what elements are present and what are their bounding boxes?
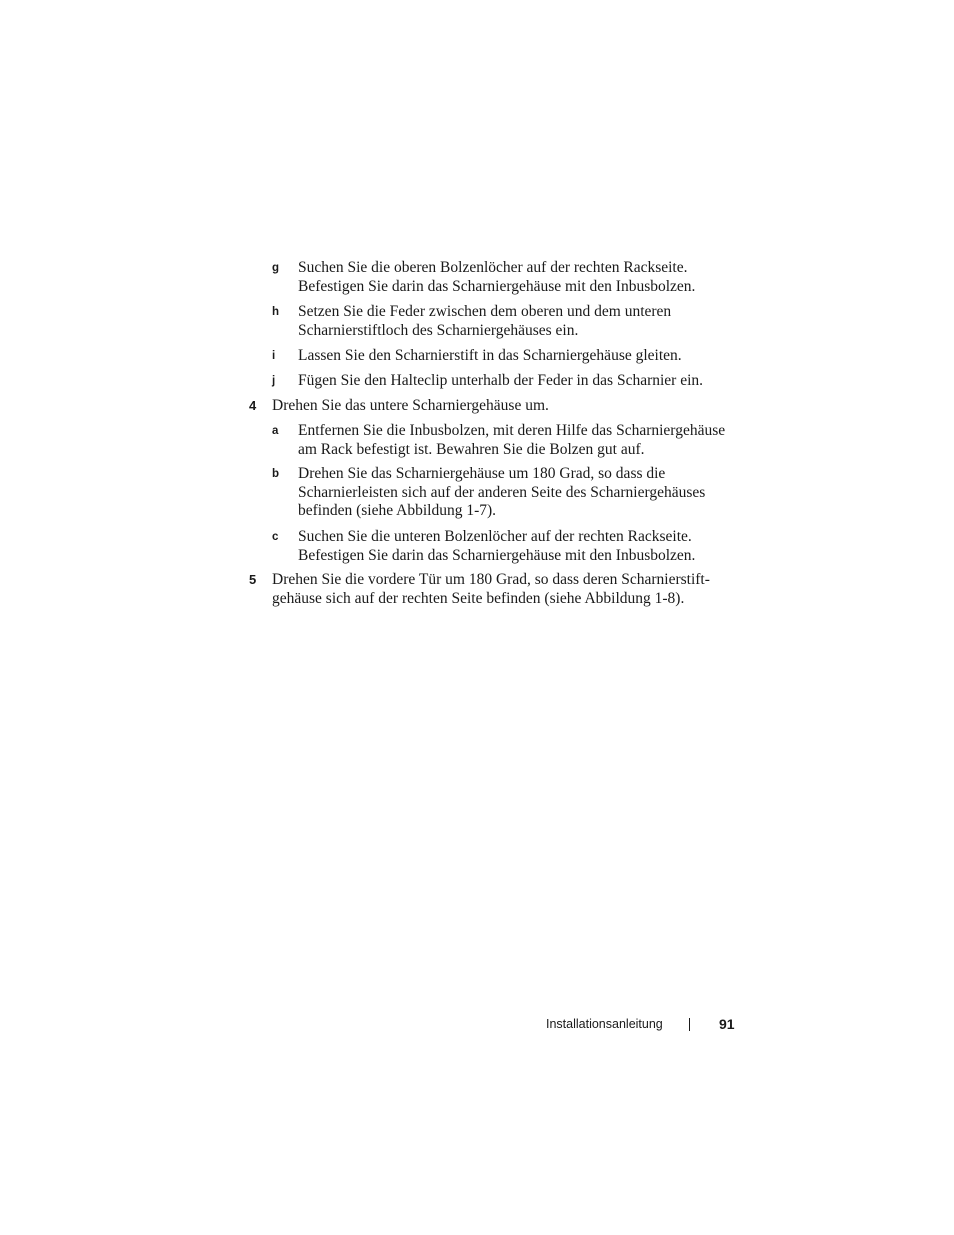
text-line: Entfernen Sie die Inbusbolzen, mit deren Hilfe das Scharniergehäuse (298, 422, 726, 439)
text-line: Setzen Sie die Feder zwischen dem oberen und dem unteren (298, 303, 672, 320)
text-line: gehäuse sich auf der rechten Seite befinden (siehe Abbildung 1-8). (272, 589, 685, 607)
step-number: 5 (249, 572, 257, 587)
substep-text (298, 528, 695, 565)
substep-marker: g (272, 262, 280, 274)
substep-marker: a (272, 425, 279, 437)
footer-title: Installationsanleitung (546, 1017, 663, 1031)
text-line: Drehen Sie die vordere Tür um 180 Grad, so dass deren Scharnierstift- (272, 571, 710, 588)
text-line: Scharnierstiftloch des Scharniergehäuses ein. (298, 321, 579, 339)
substep-text (298, 372, 703, 391)
text-line: Suchen Sie die unteren Bolzenlöcher auf der rechten Rackseite. (298, 528, 692, 545)
substep-marker: h (272, 306, 280, 318)
text-line: Suchen Sie die oberen Bolzenlöcher auf der rechten Rackseite. (298, 259, 688, 276)
step-number: 4 (249, 398, 257, 413)
substep-text (298, 422, 725, 459)
substep-text (298, 347, 682, 366)
substep-marker: i (272, 350, 276, 362)
text-line: befinden (siehe Abbildung 1-7). (298, 502, 497, 519)
text-line: am Rack befestigt ist. Bewahren Sie die Bolzen gut auf. (298, 440, 645, 458)
page-number: 91 (719, 1016, 735, 1032)
text-line: Drehen Sie das untere Scharniergehäuse um. (272, 397, 549, 414)
substep-text (298, 259, 695, 296)
substep-text (298, 303, 671, 340)
step-text (272, 397, 549, 416)
text-line: Befestigen Sie darin das Scharniergehäuse mit den Inbusbolzen. (298, 546, 696, 564)
text-line: Lassen Sie den Scharnierstift in das Scharniergehäuse gleiten. (298, 347, 682, 364)
substep-text (298, 465, 705, 521)
substep-marker: c (272, 531, 279, 543)
text-line: Drehen Sie das Scharniergehäuse um 180 Grad, so dass die (298, 465, 666, 482)
text-line: Befestigen Sie darin das Scharniergehäuse mit den Inbusbolzen. (298, 277, 696, 295)
step-text (272, 571, 710, 608)
footer-separator (689, 1018, 690, 1031)
text-line: Scharnierleisten sich auf der anderen Seite des Scharniergehäuses (298, 483, 706, 501)
substep-marker: b (272, 468, 280, 480)
substep-marker: j (272, 375, 276, 387)
text-line: Fügen Sie den Halteclip unterhalb der Feder in das Scharnier ein. (298, 372, 704, 389)
